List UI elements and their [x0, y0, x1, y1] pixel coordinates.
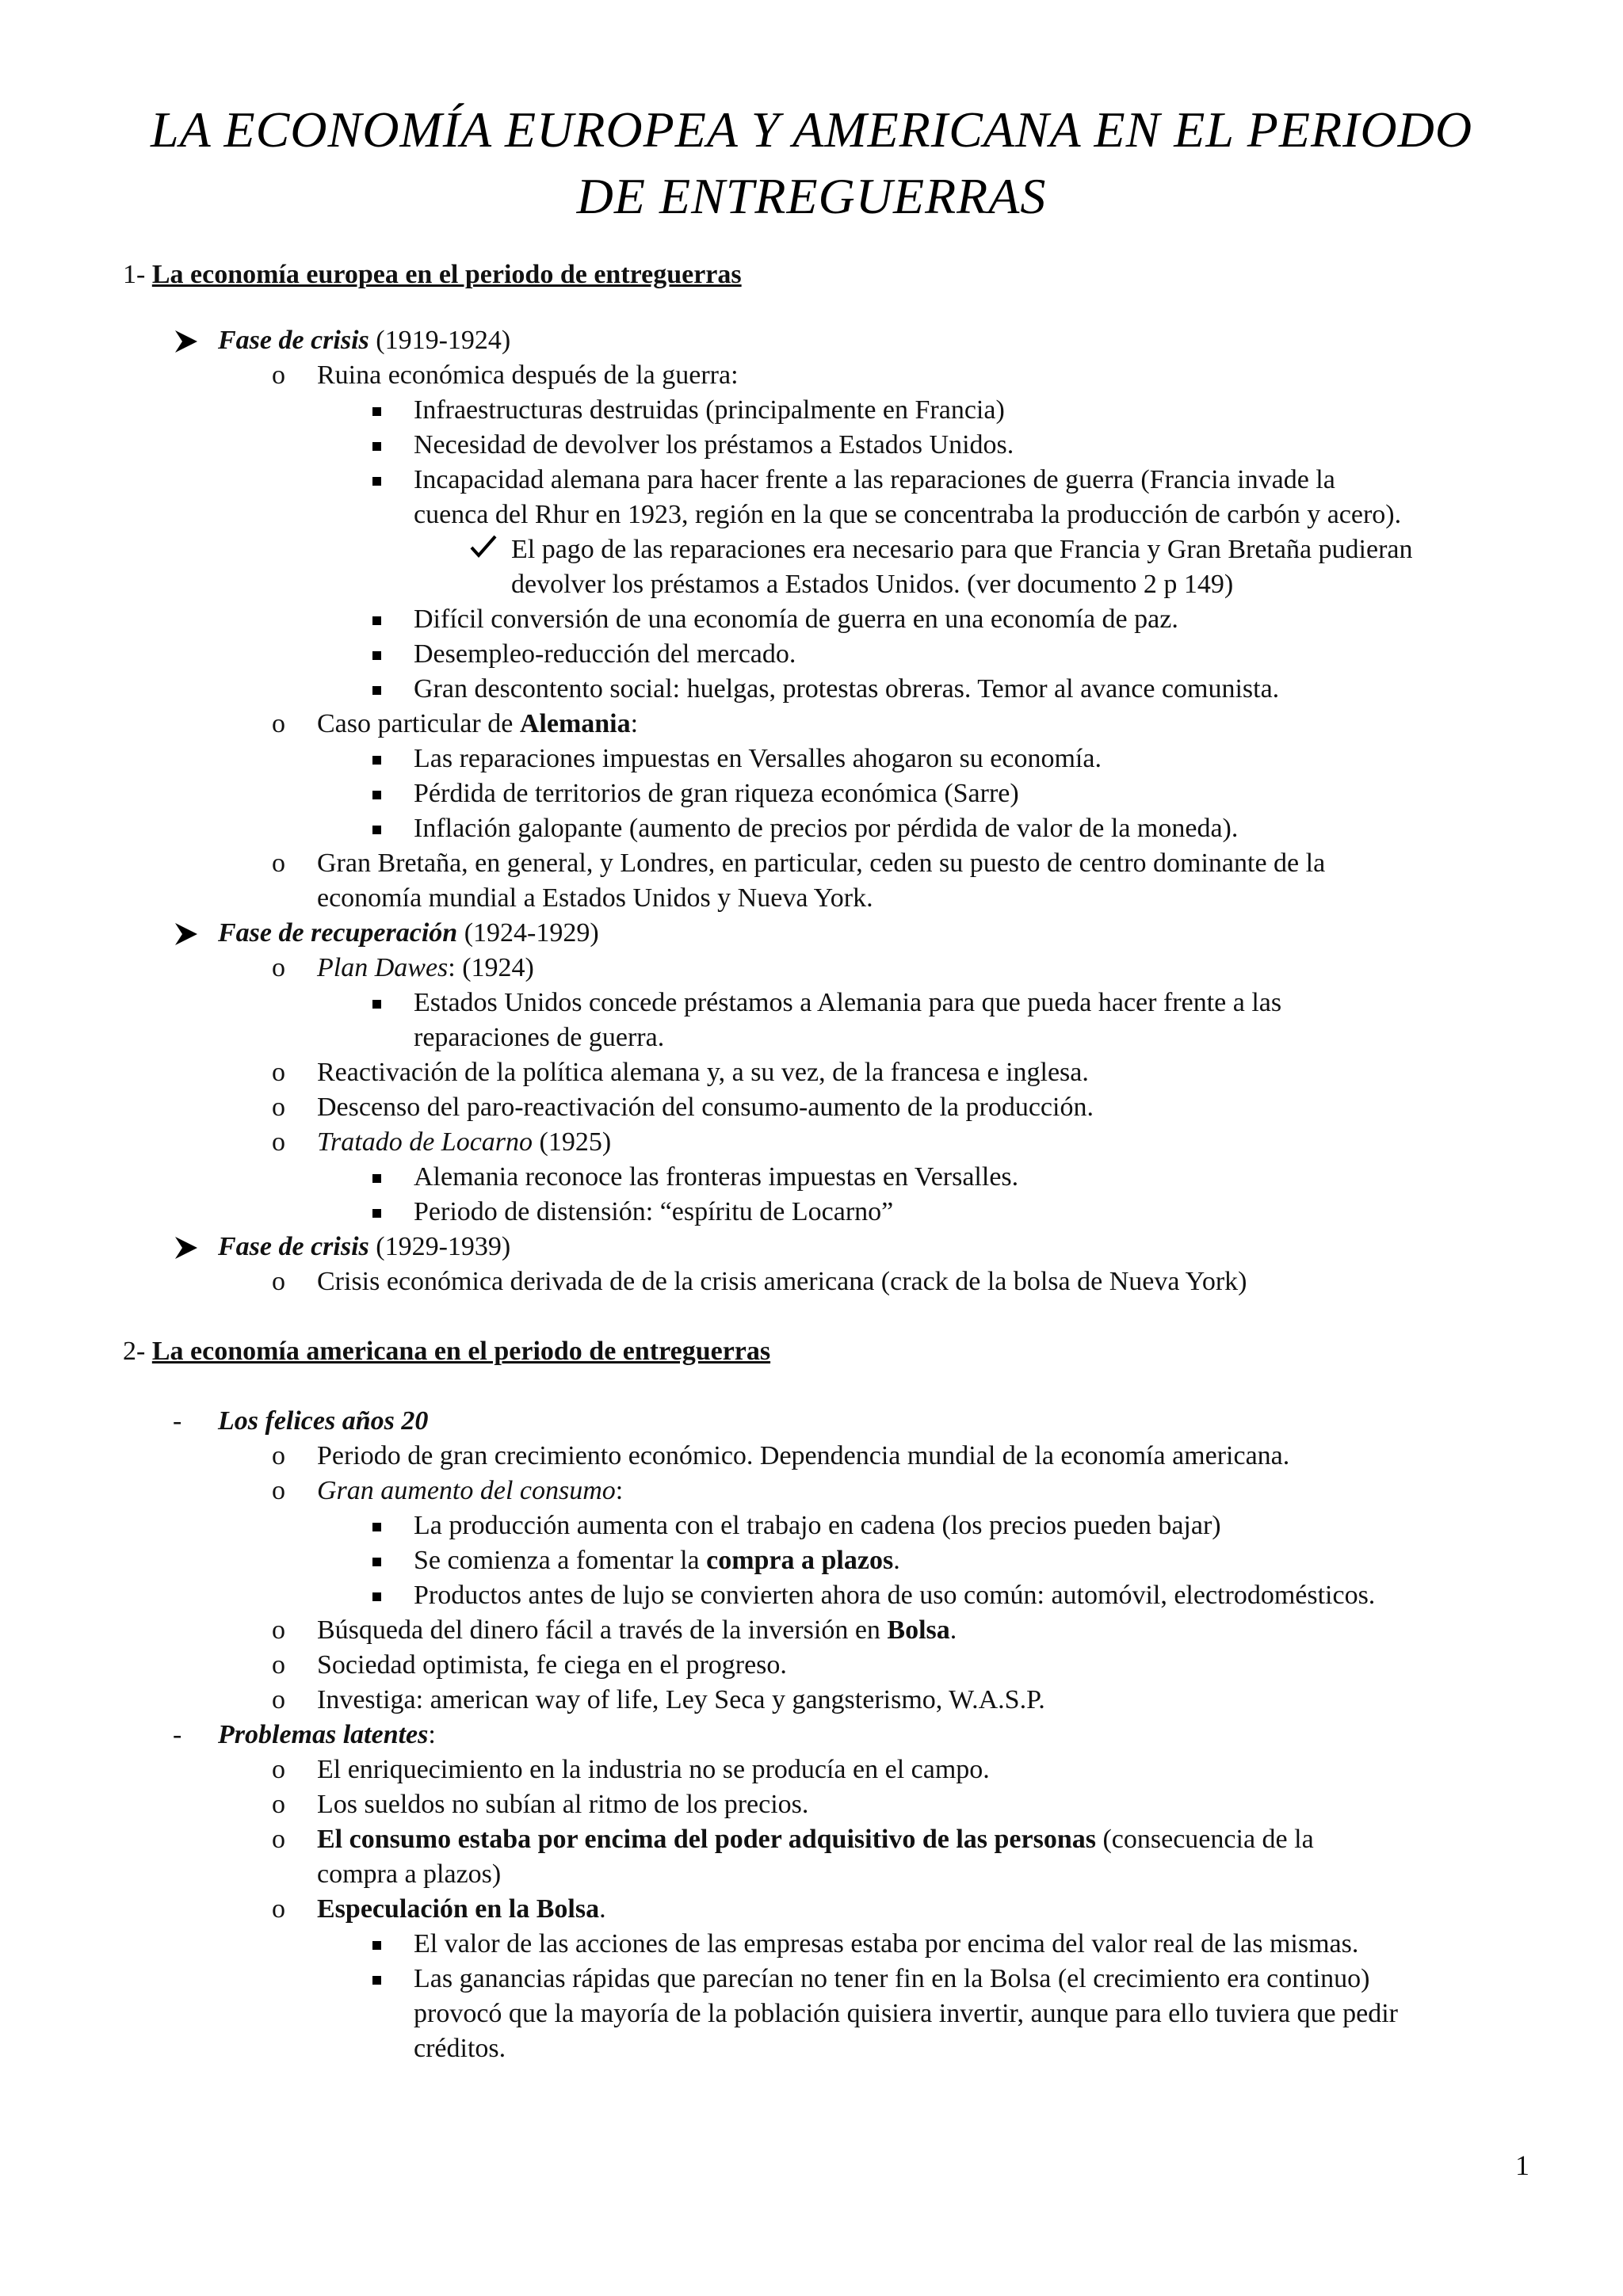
square-bullet-icon: [372, 1523, 381, 1531]
list-item: Los felices años 20: [218, 1406, 429, 1436]
list-item-continued: compra a plazos): [317, 1859, 502, 1889]
square-bullet-icon: [372, 1174, 381, 1183]
circle-bullet-icon: o: [272, 1685, 285, 1714]
section-number: 2-: [123, 1337, 146, 1366]
list-item: Se comienza a fomentar la compra a plazos.: [414, 1546, 900, 1575]
list-item: Gran descontento social: huelgas, protestas obreras. Temor al avance comunista.: [414, 674, 1280, 704]
circle-bullet-icon: o: [272, 1650, 285, 1680]
dash-bullet-icon: -: [173, 1406, 182, 1436]
circle-bullet-icon: o: [272, 1615, 285, 1645]
page-title: [95, 97, 1528, 230]
list-item: Estados Unidos concede préstamos a Alemania para que pueda hacer frente a las: [414, 988, 1282, 1017]
circle-bullet-icon: o: [272, 1755, 285, 1784]
circle-bullet-icon: o: [272, 360, 285, 390]
list-item: El enriquecimiento en la industria no se producía en el campo.: [317, 1755, 990, 1784]
list-item: El pago de las reparaciones era necesario para que Francia y Gran Bretaña pudieran: [511, 535, 1413, 564]
list-item: Productos antes de lujo se convierten ahora de uso común: automóvil, electrodomésticos.: [414, 1581, 1376, 1610]
circle-bullet-icon: o: [272, 709, 285, 738]
list-item: Difícil conversión de una economía de guerra en una economía de paz.: [414, 605, 1178, 634]
list-item: Tratado de Locarno (1925): [317, 1127, 612, 1157]
section-title: La economía europea en el periodo de entreguerras: [151, 260, 742, 289]
dash-bullet-icon: -: [173, 1720, 182, 1749]
list-item: Periodo de distensión: “espíritu de Locarno”: [414, 1197, 894, 1226]
list-item: Sociedad optimista, fe ciega en el progreso.: [317, 1650, 787, 1680]
list-item: El consumo estaba por encima del poder adquisitivo de las personas (consecuencia de la: [317, 1825, 1314, 1854]
square-bullet-icon: [372, 1000, 381, 1009]
section-number: 1-: [123, 260, 146, 289]
arrow-bullet-icon: [173, 921, 200, 948]
square-bullet-icon: [372, 407, 381, 416]
circle-bullet-icon: o: [272, 1476, 285, 1505]
list-item-continued: cuenca del Rhur en 1923, región en la que se concentraba la producción de carbón y acero).: [414, 500, 1402, 529]
list-item: Búsqueda del dinero fácil a través de la inversión en Bolsa.: [317, 1615, 957, 1645]
square-bullet-icon: [372, 826, 381, 834]
list-item: Problemas latentes:: [218, 1720, 436, 1749]
square-bullet-icon: [372, 1941, 381, 1950]
arrow-bullet-icon: [173, 328, 200, 355]
circle-bullet-icon: o: [272, 1058, 285, 1087]
circle-bullet-icon: o: [272, 1127, 285, 1157]
list-item: Incapacidad alemana para hacer frente a las reparaciones de guerra (Francia invade la: [414, 465, 1335, 494]
square-bullet-icon: [372, 651, 381, 660]
square-bullet-icon: [372, 477, 381, 486]
list-item: Periodo de gran crecimiento económico. Dependencia mundial de la economía americana.: [317, 1441, 1290, 1470]
checkmark-icon: [469, 534, 498, 559]
list-item: El valor de las acciones de las empresas estaba por encima del valor real de las mismas.: [414, 1929, 1359, 1958]
list-item: Necesidad de devolver los préstamos a Estados Unidos.: [414, 430, 1014, 460]
section-title: La economía americana en el periodo de entreguerras: [151, 1337, 771, 1366]
list-item: Investiga: american way of life, Ley Seca y gangsterismo, W.A.S.P.: [317, 1685, 1045, 1714]
page-number: 1: [1515, 2149, 1529, 2181]
list-item: Pérdida de territorios de gran riqueza económica (Sarre): [414, 779, 1019, 808]
title-line-2: DE ENTREGUERRAS: [576, 168, 1047, 224]
square-bullet-icon: [372, 1209, 381, 1218]
list-item-continued: economía mundial a Estados Unidos y Nueva York.: [317, 883, 873, 913]
list-item: Fase de crisis (1919-1924): [218, 326, 511, 355]
section-1-heading: [123, 257, 742, 292]
list-item: Plan Dawes: (1924): [317, 953, 534, 982]
square-bullet-icon: [372, 686, 381, 695]
arrow-bullet-icon: [173, 1234, 200, 1261]
list-item-continued: provocó que la mayoría de la población quisiera invertir, aunque para ello tuviera que pedir: [414, 1999, 1398, 2028]
square-bullet-icon: [372, 1592, 381, 1601]
circle-bullet-icon: o: [272, 1093, 285, 1122]
circle-bullet-icon: o: [272, 1825, 285, 1854]
list-item: Gran Bretaña, en general, y Londres, en particular, ceden su puesto de centro dominante de la: [317, 849, 1326, 878]
list-item: Especulación en la Bolsa.: [317, 1894, 606, 1924]
list-item: Ruina económica después de la guerra:: [317, 360, 739, 390]
list-item: Inflación galopante (aumento de precios por pérdida de valor de la moneda).: [414, 814, 1239, 843]
list-item: Descenso del paro-reactivación del consumo-aumento de la producción.: [317, 1093, 1094, 1122]
square-bullet-icon: [372, 1558, 381, 1566]
list-item-continued: reparaciones de guerra.: [414, 1023, 665, 1052]
list-item: Alemania reconoce las fronteras impuestas en Versalles.: [414, 1162, 1019, 1192]
square-bullet-icon: [372, 1976, 381, 1985]
circle-bullet-icon: o: [272, 1790, 285, 1819]
circle-bullet-icon: o: [272, 849, 285, 878]
circle-bullet-icon: o: [272, 1267, 285, 1296]
list-item-continued: créditos.: [414, 2034, 506, 2063]
square-bullet-icon: [372, 616, 381, 625]
square-bullet-icon: [372, 442, 381, 451]
list-item: Caso particular de Alemania:: [317, 709, 639, 738]
square-bullet-icon: [372, 791, 381, 799]
list-item: Los sueldos no subían al ritmo de los precios.: [317, 1790, 809, 1819]
list-item: Las ganancias rápidas que parecían no tener fin en la Bolsa (el crecimiento era continuo): [414, 1964, 1370, 1993]
list-item: Las reparaciones impuestas en Versalles ahogaron su economía.: [414, 744, 1102, 773]
circle-bullet-icon: o: [272, 1894, 285, 1924]
list-item: Gran aumento del consumo:: [317, 1476, 624, 1505]
list-item: Fase de recuperación (1924-1929): [218, 918, 599, 948]
square-bullet-icon: [372, 756, 381, 765]
list-item: La producción aumenta con el trabajo en cadena (los precios pueden bajar): [414, 1511, 1221, 1540]
title-line-1: LA ECONOMÍA EUROPEA Y AMERICANA EN EL PERIODO: [150, 101, 1473, 158]
circle-bullet-icon: o: [272, 953, 285, 982]
list-item: Desempleo-reducción del mercado.: [414, 639, 796, 669]
list-item: Reactivación de la política alemana y, a su vez, de la francesa e inglesa.: [317, 1058, 1089, 1087]
list-item: Infraestructuras destruidas (principalmente en Francia): [414, 395, 1005, 425]
list-item-continued: devolver los préstamos a Estados Unidos. (ver documento 2 p 149): [511, 570, 1234, 599]
list-item: Fase de crisis (1929-1939): [218, 1232, 511, 1261]
section-2-heading: [123, 1334, 770, 1369]
list-item: Crisis económica derivada de de la crisis americana (crack de la bolsa de Nueva York): [317, 1267, 1247, 1296]
circle-bullet-icon: o: [272, 1441, 285, 1470]
